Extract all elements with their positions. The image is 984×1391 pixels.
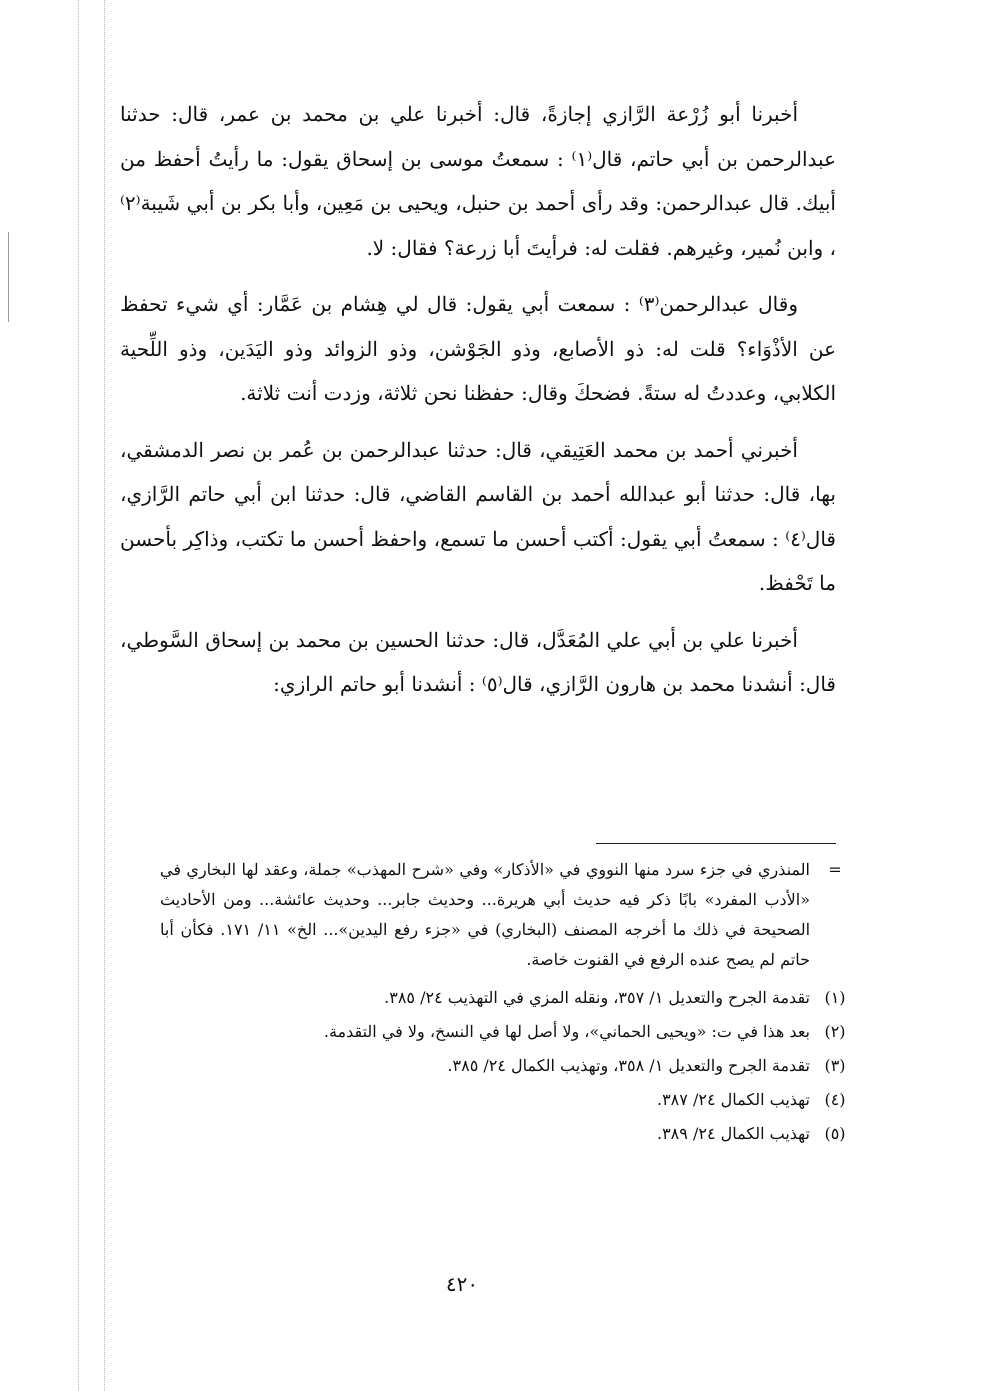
footnote-number: (٥) (824, 1124, 846, 1143)
footnote-2 (160, 1015, 860, 1049)
paragraph-4: أخبرنا علي بن أبي علي المُعَدَّل، قال: حدثنا الحسين بن محمد بن إسحاق السَّوطي، قال: أنشدنا محمد بن هارون الرَّازي، قال⁽٥⁾ : أنشدنا أبو حاتم الرازي: (120, 627, 836, 696)
continuation-text: المنذري في جزء سرد منها النووي في «الأذكار» وفي «شرح المهذب» جملة، وعقد لها البخاري في «الأدب المفرد» بابًا ذكر فيه حديث أبي هريرة... وحديث جابر... وحديث عائشة... ومن الأحاديث الصحيحة في ذلك ما أخرجه المصنف (البخاري) في «جزء رفع اليدين»... الخ» ١١/ ١٧١. فكأن أبا حاتم لم يصح عنده الرفع في القنوت خاصة. (160, 860, 811, 969)
main-text-block (120, 92, 836, 707)
footnotes (160, 855, 860, 1151)
footnote-text: تقدمة الجرح والتعديل ١/ ٣٥٨، وتهذيب الكمال ٢٤/ ٣٨٥. (447, 1056, 810, 1075)
footnote-text: تقدمة الجرح والتعديل ١/ ٣٥٧، ونقله المزي في التهذيب ٢٤/ ٣٨٥. (384, 988, 810, 1007)
footnote-separator (596, 843, 836, 844)
footnote-text: تهذيب الكمال ٢٤/ ٣٨٧. (656, 1090, 810, 1109)
footnote-3 (160, 1049, 860, 1083)
paragraph-1: أخبرنا أبو زُرْعة الرَّازي إجازةً، قال: أخبرنا علي بن محمد بن عمر، قال: حدثنا عبدالرحمن بن أبي حاتم، قال⁽١⁾ : سمعتُ موسى بن إسحاق يقول: ما رأيتُ أحفظ من أبيك. قال عبدالرحمن: وقد رأى أحمد بن حنبل، ويحيى بن مَعِين، وأبا بكر بن أبي شَيبة⁽٢⁾ ، وابن نُمير، وغيرهم. فقلت له: فرأيتَ أبا زرعة؟ فقال: لا. (120, 102, 837, 260)
footnote-4 (160, 1083, 860, 1117)
footnote-number: (١) (824, 988, 846, 1007)
footnote-number: (٤) (824, 1090, 846, 1109)
page-number: ٤٢٠ (445, 1272, 479, 1296)
scan-artifact-mark (8, 232, 9, 322)
footnote-number: (٣) (824, 1056, 846, 1075)
footnote-text: بعد هذا في ت: «ويحيى الحماني»، ولا أصل لها في النسخ، ولا في التقدمة. (323, 1022, 810, 1041)
scan-edge-line (104, 0, 105, 1391)
footnote-text: تهذيب الكمال ٢٤/ ٣٨٩. (656, 1124, 810, 1143)
continuation-mark: = (828, 860, 842, 879)
paragraph-2: وقال عبدالرحمن⁽٣⁾ : سمعت أبي يقول: قال لي هِشام بن عَمَّار: أي شيء تحفظ عن الأذْوَاء؟ قلت له: ذو الأصابع، وذو الجَوْشن، وذو الزوائد وذو اليَدَين، وذو اللِّحية الكلابي، وعددتُ له ستةً. فضحكَ وقال: حفظنا نحن ثلاثة، وزدت أنت ثلاثة. (120, 292, 836, 405)
footnote-5 (160, 1117, 860, 1151)
footnote-continuation (160, 855, 860, 975)
scan-edge-line (78, 0, 79, 1391)
paragraph-3: أخبرني أحمد بن محمد العَتِيقي، قال: حدثنا عبدالرحمن بن عُمر بن نصر الدمشقي، بها، قال: حدثنا أبو عبدالله أحمد بن القاسم القاضي، قال: حدثنا ابن أبي حاتم الرَّازي، قال⁽٤⁾ : سمعتُ أبي يقول: أكتب أحسن ما تسمع، واحفظ أحسن ما تكتب، وذاكِر بأحسن ما تَحْفظ. (120, 437, 836, 595)
footnote-1 (160, 981, 860, 1015)
footnote-number: (٢) (824, 1022, 846, 1041)
